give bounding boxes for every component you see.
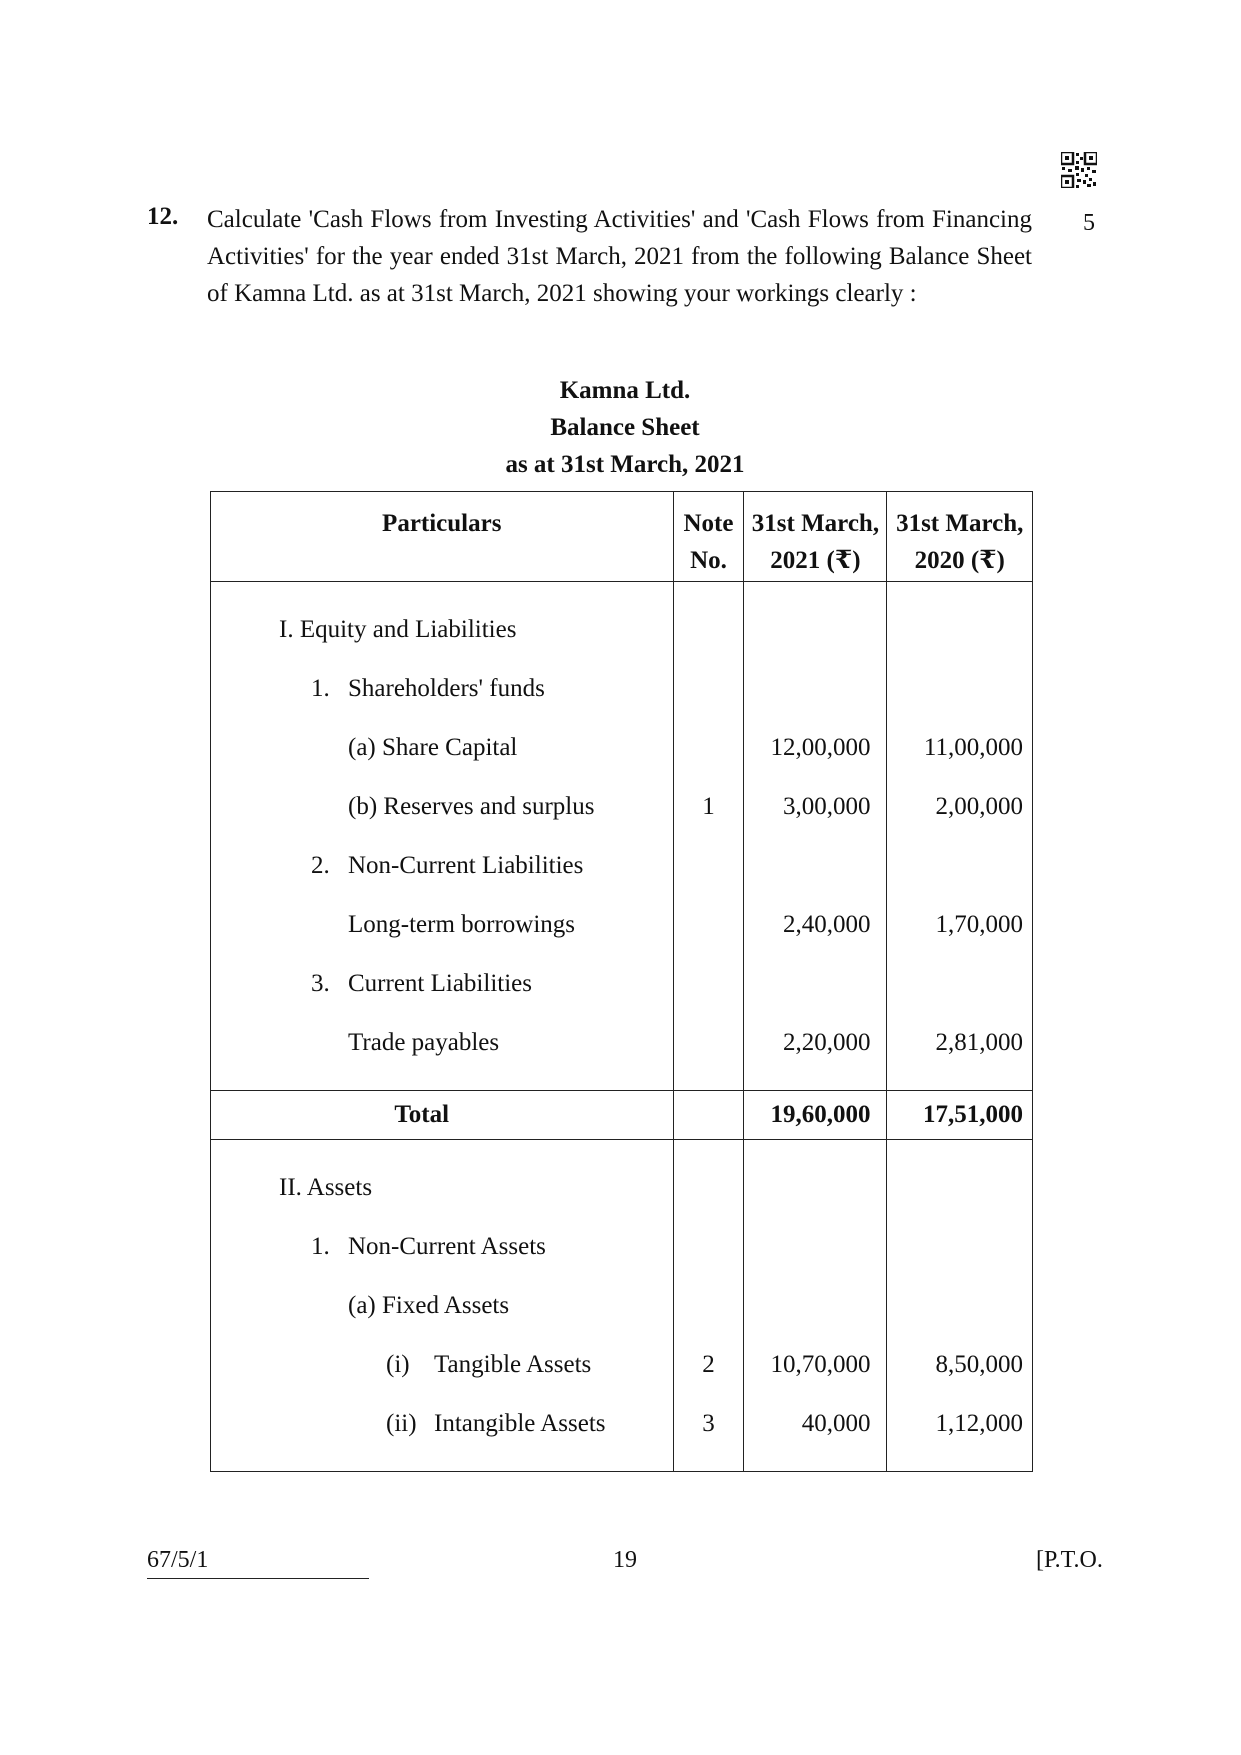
table-row [211,777,1033,836]
pto-label: [P.T.O. [1036,1547,1103,1573]
shareholders-funds-label: 1. Shareholders' funds [311,674,545,702]
total-row [211,1091,1033,1140]
value-2021: 12,00,000 [770,733,871,761]
note-cell: 3 [673,1394,744,1472]
total-2020: 17,51,000 [923,1101,1023,1128]
page-number: 19 [613,1547,637,1573]
table-row [211,836,1033,895]
statement-name: Balance Sheet [550,414,700,441]
table-row [211,1394,1033,1472]
fixed-assets-label: (a) Fixed Assets [348,1291,510,1319]
value-2020: 8,50,000 [935,1350,1023,1378]
non-current-assets-label: 1. Non-Current Assets [311,1232,546,1260]
header-2021: 31st March, 2021 (₹) [744,492,887,582]
header-note: Note No. [673,492,744,582]
value-2020: 1,12,000 [935,1409,1023,1437]
table-row [211,1276,1033,1335]
value-2021: 2,40,000 [782,910,871,938]
note-cell: 1 [673,777,744,836]
value-2021: 40,000 [801,1409,871,1437]
table-row [211,1217,1033,1276]
total-2021: 19,60,000 [770,1101,871,1128]
value-2020: 11,00,000 [923,733,1023,761]
statement-date: as at 31st March, 2021 [505,451,745,478]
note-cell [673,895,744,954]
table-row [211,1140,1033,1218]
tangible-assets-label: (i) Tangible Assets [386,1350,592,1378]
assets-heading: II. Assets [279,1173,373,1201]
total-label: Total [211,1091,674,1140]
value-2021: 3,00,000 [782,792,871,820]
table-row [211,718,1033,777]
question-number: 12. [147,203,179,230]
reserves-label: (b) Reserves and surplus [348,792,595,820]
balance-sheet-table [210,491,1033,1472]
intangible-assets-label: (ii) Intangible Assets [386,1409,606,1437]
equity-heading: I. Equity and Liabilities [279,615,517,643]
value-2020: 2,81,000 [935,1028,1023,1056]
qr-code-icon [1061,152,1097,188]
share-capital-label: (a) Share Capital [348,733,518,761]
company-name: Kamna Ltd. [559,377,691,404]
value-2021: 2,20,000 [782,1028,871,1056]
marks: 5 [1083,210,1095,236]
table-row [211,895,1033,954]
long-term-borrowings-label: Long-term borrowings [348,910,576,938]
note-cell: 2 [673,1335,744,1394]
value-2020: 2,00,000 [935,792,1023,820]
non-current-liabilities-label: 2. Non-Current Liabilities [311,851,584,879]
header-particulars: Particulars [211,492,674,582]
note-cell [673,718,744,777]
trade-payables-label: Trade payables [348,1028,500,1056]
table-row [211,1335,1033,1394]
note-cell [673,1013,744,1091]
statement-title [0,372,1241,483]
table-row [211,582,1033,660]
value-2021: 10,70,000 [770,1350,871,1378]
question-text: Calculate 'Cash Flows from Investing Activities' and 'Cash Flows from Financing Activities' for the year ended 31st March, 2021 from the following Balance Sheet of Kamna Ltd. as at 31st March, 2021 showing your workings clearly : [207,206,1032,307]
table-header [211,492,1033,582]
table-row [211,659,1033,718]
current-liabilities-label: 3. Current Liabilities [311,969,532,997]
table-row [211,1013,1033,1091]
value-2020: 1,70,000 [935,910,1023,938]
paper-code-underline [147,1578,369,1579]
header-2020: 31st March, 2020 (₹) [887,492,1033,582]
table-row [211,954,1033,1013]
paper-code: 67/5/1 [147,1547,209,1573]
